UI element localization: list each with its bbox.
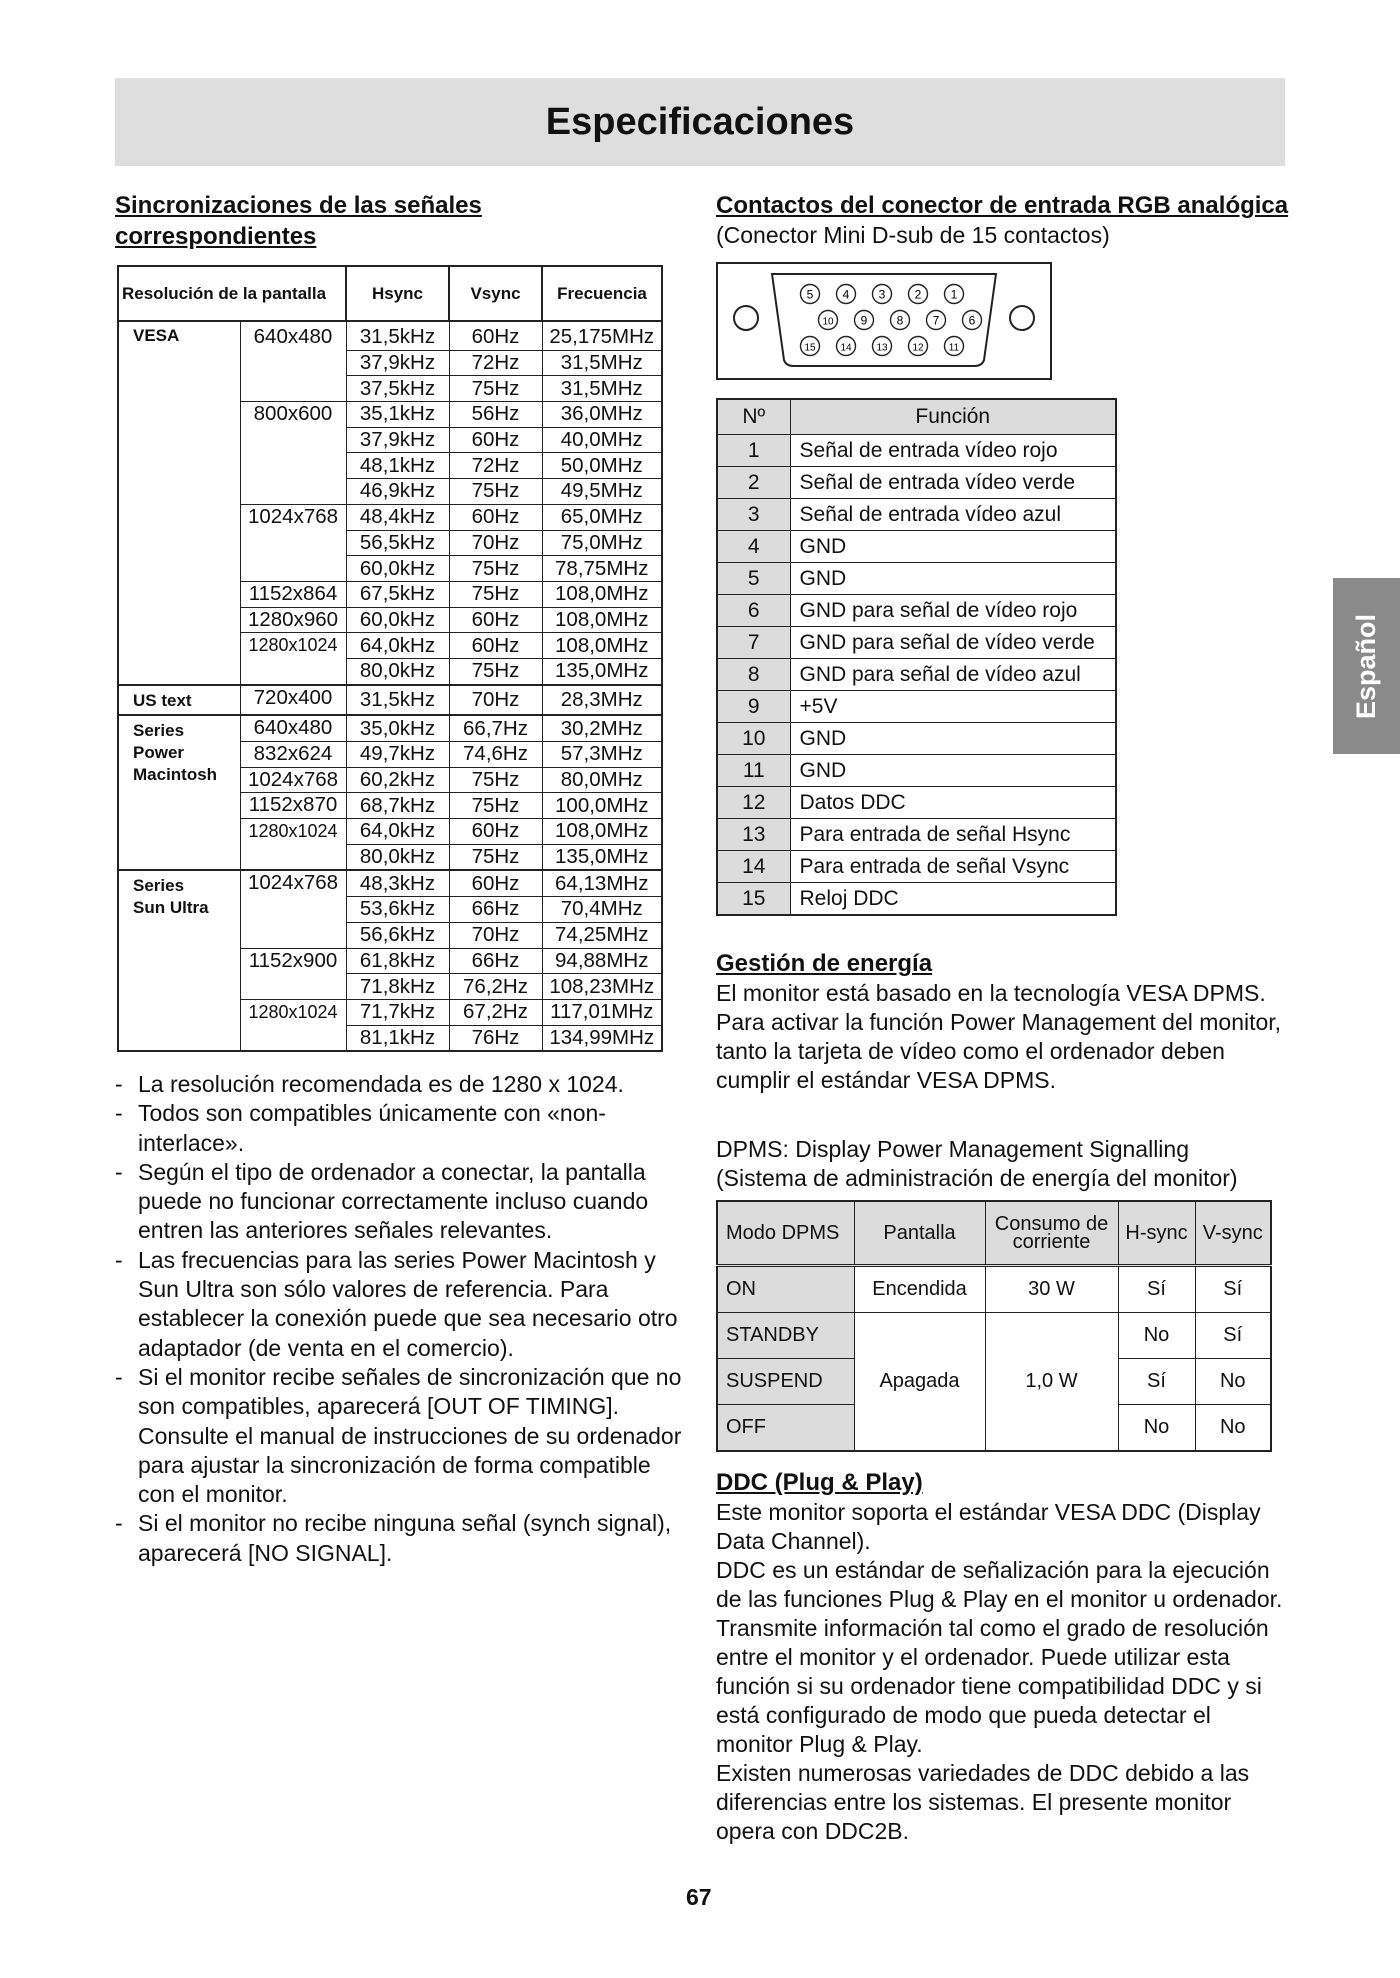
- pin-label: 1: [950, 287, 958, 302]
- resolution-cell: 1152x870: [240, 793, 346, 819]
- pin-function-cell: GND: [790, 531, 1116, 563]
- dpms-hsync-cell: No: [1118, 1313, 1195, 1359]
- hsync-cell: 31,5kHz: [346, 321, 449, 350]
- group-label-line: Sun Ultra: [133, 898, 209, 918]
- energy-heading: Gestión de energía: [716, 950, 933, 977]
- hsync-cell: 71,8kHz: [346, 974, 449, 1000]
- hsync-cell: 56,6kHz: [346, 922, 449, 948]
- group-label: [118, 685, 240, 716]
- frequency-cell: 108,0MHz: [542, 607, 662, 633]
- dpms-row-on: [717, 1266, 1271, 1313]
- mounting-hole-right: [1010, 306, 1034, 330]
- dpms-mode-cell: OFF: [717, 1405, 854, 1452]
- energy-paragraph: El monitor está basado en la tecnología VESA DPMS. Para activar la función Power Management del monitor, tanto la tarjeta de vídeo como el ordenador deben cumplir el estándar VESA DPMS.: [716, 980, 1282, 1093]
- hsync-cell: 80,0kHz: [346, 658, 449, 684]
- signals-table-body: [118, 321, 662, 1051]
- pin-number-cell: 10: [717, 723, 790, 755]
- timing-row: [118, 685, 662, 716]
- hsync-cell: 48,1kHz: [346, 453, 449, 479]
- note-item: - Si el monitor no recibe ninguna señal (synch signal), aparecerá [NO SIGNAL].: [115, 1509, 685, 1568]
- dpms-vsync-cell: No: [1195, 1359, 1271, 1405]
- note-item: - Las frecuencias para las series Power Macintosh y Sun Ultra son sólo valores de referencia. Para establecer la conexión puede que sea necesario otro adaptador (de venta en el comercio).: [115, 1246, 685, 1363]
- frequency-cell: 36,0MHz: [542, 402, 662, 428]
- pin-number-cell: 3: [717, 499, 790, 531]
- vsync-cell: 72Hz: [449, 350, 542, 376]
- pin-function-cell: GND: [790, 723, 1116, 755]
- hsync-cell: 37,5kHz: [346, 376, 449, 402]
- pin-row: [717, 723, 1116, 755]
- pin-function-cell: GND para señal de vídeo verde: [790, 627, 1116, 659]
- pin-function-cell: GND: [790, 563, 1116, 595]
- hsync-cell: 31,5kHz: [346, 685, 449, 716]
- frequency-cell: 28,3MHz: [542, 685, 662, 716]
- vsync-cell: 70Hz: [449, 530, 542, 556]
- language-tab-label: Español: [1351, 613, 1381, 719]
- frequency-cell: 50,0MHz: [542, 453, 662, 479]
- pin-number-cell: 15: [717, 883, 790, 916]
- dpms-col-mode: Modo DPMS: [717, 1201, 854, 1266]
- mounting-hole-left: [734, 306, 758, 330]
- hsync-cell: 80,0kHz: [346, 844, 449, 870]
- hsync-cell: 46,9kHz: [346, 479, 449, 505]
- pin-label: 4: [842, 287, 850, 302]
- vsync-cell: 76Hz: [449, 1025, 542, 1051]
- resolution-cell: 640x480: [240, 715, 346, 741]
- vsync-cell: 60Hz: [449, 870, 542, 896]
- frequency-cell: 108,0MHz: [542, 819, 662, 845]
- pin-label: 11: [948, 342, 960, 354]
- pin-row: [717, 467, 1116, 499]
- frequency-cell: 100,0MHz: [542, 793, 662, 819]
- group-label-line: VESA: [133, 326, 180, 345]
- hsync-cell: 56,5kHz: [346, 530, 449, 556]
- pin-number-cell: 14: [717, 851, 790, 883]
- pin-label: 9: [860, 313, 868, 328]
- pin-number-cell: 4: [717, 531, 790, 563]
- pin-row: [717, 627, 1116, 659]
- frequency-cell: 40,0MHz: [542, 427, 662, 453]
- pin-function-cell: GND para señal de vídeo azul: [790, 659, 1116, 691]
- vsync-cell: 75Hz: [449, 793, 542, 819]
- pin-label: 2: [914, 287, 922, 302]
- dpms-hsync-cell: Sí: [1118, 1359, 1195, 1405]
- dpms-col-consumption-line2: corriente: [1012, 1231, 1091, 1253]
- hsync-cell: 60,0kHz: [346, 556, 449, 582]
- dpms-mode-cell: STANDBY: [717, 1313, 854, 1359]
- vsync-cell: 60Hz: [449, 607, 542, 633]
- vsync-cell: 75Hz: [449, 376, 542, 402]
- resolution-cell: 1024x768: [240, 504, 346, 581]
- hsync-cell: 35,0kHz: [346, 715, 449, 741]
- pin-function-cell: Para entrada de señal Vsync: [790, 851, 1116, 883]
- group-label-line: Series: [133, 721, 185, 741]
- frequency-cell: 75,0MHz: [542, 530, 662, 556]
- pin-label: 10: [822, 316, 834, 328]
- vsync-cell: 67,2Hz: [449, 999, 542, 1025]
- dpms-col-vsync: V-sync: [1195, 1201, 1271, 1266]
- frequency-cell: 108,0MHz: [542, 633, 662, 659]
- vsync-cell: 75Hz: [449, 556, 542, 582]
- pin-row: [717, 595, 1116, 627]
- resolution-cell: 1024x768: [240, 767, 346, 793]
- pin-row: [717, 787, 1116, 819]
- hsync-cell: 49,7kHz: [346, 742, 449, 768]
- pin-function-cell: Reloj DDC: [790, 883, 1116, 916]
- note-item: - La resolución recomendada es de 1280 x 1024.: [115, 1070, 685, 1099]
- hsync-cell: 53,6kHz: [346, 897, 449, 923]
- pin-label: 7: [932, 313, 940, 328]
- group-label: [118, 321, 240, 685]
- pin-number-cell: 13: [717, 819, 790, 851]
- frequency-cell: 65,0MHz: [542, 504, 662, 530]
- ddc-paragraph: Este monitor soporta el estándar VESA DDC (Display Data Channel). DDC es un estándar de señalización para la ejecución de las funciones Plug & Play en el monitor u ordenador. Transmite información tal como el grado de resolución entre el monitor y el ordenador. Puede utilizar esta función si su ordenador tiene compatibilidad DDC y si está configurado de modo que pueda detectar el monitor Plug & Play. Existen numerosas variedades de DDC debido a las diferencias entre los sistemas. El presente monitor opera con DDC2B.: [716, 1499, 1283, 1844]
- pin-function-cell: GND: [790, 755, 1116, 787]
- frequency-cell: 25,175MHz: [542, 321, 662, 350]
- hsync-cell: 48,3kHz: [346, 870, 449, 896]
- pin-row: [717, 691, 1116, 723]
- resolution-cell: 720x400: [240, 685, 346, 716]
- pin-row: [717, 851, 1116, 883]
- dpms-col-consumption: [985, 1201, 1118, 1266]
- vsync-cell: 70Hz: [449, 685, 542, 716]
- timing-row: [118, 321, 662, 350]
- pin-row: [717, 531, 1116, 563]
- hsync-cell: 64,0kHz: [346, 633, 449, 659]
- vsync-cell: 66Hz: [449, 948, 542, 974]
- hsync-cell: 60,0kHz: [346, 607, 449, 633]
- pin-row: [717, 659, 1116, 691]
- frequency-cell: 31,5MHz: [542, 376, 662, 402]
- ddc-heading: DDC (Plug & Play): [716, 1469, 923, 1496]
- dpms-vsync-cell: Sí: [1195, 1313, 1271, 1359]
- vsync-cell: 60Hz: [449, 321, 542, 350]
- frequency-cell: 135,0MHz: [542, 844, 662, 870]
- note-item: - Según el tipo de ordenador a conectar, la pantalla puede no funcionar correctamente incluso cuando entren las anteriores señales relevantes.: [115, 1158, 685, 1246]
- pin-label: 14: [840, 342, 852, 354]
- dpms-definition: [716, 1135, 1296, 1193]
- resolution-cell: 1280x1024: [240, 819, 346, 871]
- resolution-cell: 640x480: [240, 321, 346, 402]
- hsync-cell: 37,9kHz: [346, 427, 449, 453]
- dpms-definition-line2: (Sistema de administración de energía del monitor): [716, 1165, 1238, 1191]
- dpms-power-cell: 30 W: [985, 1266, 1118, 1313]
- col-header-hsync: Hsync: [346, 266, 449, 321]
- frequency-cell: 117,01MHz: [542, 999, 662, 1025]
- vsync-cell: 76,2Hz: [449, 974, 542, 1000]
- pin-row: [717, 883, 1116, 916]
- frequency-cell: 30,2MHz: [542, 715, 662, 741]
- resolution-cell: 1024x768: [240, 870, 346, 948]
- dpms-mode-cell: ON: [717, 1266, 854, 1313]
- frequency-cell: 134,99MHz: [542, 1025, 662, 1051]
- pin-number-cell: 6: [717, 595, 790, 627]
- frequency-cell: 64,13MHz: [542, 870, 662, 896]
- dpms-vsync-cell: Sí: [1195, 1266, 1271, 1313]
- signals-heading-line2: correspondientes: [115, 223, 317, 250]
- pin-number-cell: 11: [717, 755, 790, 787]
- hsync-cell: 61,8kHz: [346, 948, 449, 974]
- language-tab: [1333, 578, 1400, 754]
- pin-row: [717, 755, 1116, 787]
- pin-label: 15: [804, 342, 816, 354]
- dpms-mode-cell: SUSPEND: [717, 1359, 854, 1405]
- pin-function-cell: GND para señal de vídeo rojo: [790, 595, 1116, 627]
- timing-row: [118, 870, 662, 896]
- dpms-row-standby: [717, 1313, 1271, 1359]
- vsync-cell: 75Hz: [449, 479, 542, 505]
- pin-number-cell: 2: [717, 467, 790, 499]
- hsync-cell: 81,1kHz: [346, 1025, 449, 1051]
- resolution-cell: 1280x960: [240, 607, 346, 633]
- pin-label: 6: [968, 313, 976, 328]
- frequency-cell: 70,4MHz: [542, 897, 662, 923]
- pin-label: 3: [878, 287, 886, 302]
- resolution-cell: 1152x900: [240, 948, 346, 999]
- dsub-connector-diagram: [716, 262, 1052, 380]
- pin-number-cell: 8: [717, 659, 790, 691]
- pin-function-cell: Señal de entrada vídeo rojo: [790, 435, 1116, 467]
- vsync-cell: 75Hz: [449, 767, 542, 793]
- resolution-cell: 1280x1024: [240, 633, 346, 685]
- col-header-frequency: Frecuencia: [542, 266, 662, 321]
- resolution-cell: 1152x864: [240, 581, 346, 607]
- resolution-cell: 1280x1024: [240, 999, 346, 1051]
- frequency-cell: 78,75MHz: [542, 556, 662, 582]
- timing-row: [118, 715, 662, 741]
- hsync-cell: 48,4kHz: [346, 504, 449, 530]
- vsync-cell: 75Hz: [449, 844, 542, 870]
- note-item: - Si el monitor recibe señales de sincronización que no son compatibles, aparecerá [OUT OF TIMING]. Consulte el manual de instrucciones de su ordenador para ajustar la sincronización de forma compatible con el monitor.: [115, 1363, 685, 1509]
- pin-number-cell: 1: [717, 435, 790, 467]
- frequency-cell: 94,88MHz: [542, 948, 662, 974]
- connector-subheading: (Conector Mini D-sub de 15 contactos): [716, 222, 1110, 248]
- pin-row: [717, 499, 1116, 531]
- vsync-cell: 75Hz: [449, 581, 542, 607]
- pin-function-cell: +5V: [790, 691, 1116, 723]
- hsync-cell: 64,0kHz: [346, 819, 449, 845]
- dpms-screen-cell: Encendida: [854, 1266, 985, 1313]
- dpms-vsync-cell: No: [1195, 1405, 1271, 1452]
- frequency-cell: 74,25MHz: [542, 922, 662, 948]
- hsync-cell: 67,5kHz: [346, 581, 449, 607]
- frequency-cell: 80,0MHz: [542, 767, 662, 793]
- hsync-cell: 60,2kHz: [346, 767, 449, 793]
- pin-number-cell: 7: [717, 627, 790, 659]
- frequency-cell: 31,5MHz: [542, 350, 662, 376]
- vsync-cell: 60Hz: [449, 504, 542, 530]
- hsync-cell: 71,7kHz: [346, 999, 449, 1025]
- hsync-cell: 37,9kHz: [346, 350, 449, 376]
- frequency-cell: 49,5MHz: [542, 479, 662, 505]
- vsync-cell: 75Hz: [449, 658, 542, 684]
- dpms-hsync-cell: No: [1118, 1405, 1195, 1452]
- dpms-screen-cell: Apagada: [854, 1313, 985, 1452]
- signals-heading-line1: Sincronizaciones de las señales: [115, 192, 482, 219]
- dpms-definition-line1: DPMS: Display Power Management Signalling: [716, 1136, 1189, 1162]
- pin-row: [717, 819, 1116, 851]
- page-title: Especificaciones: [545, 100, 855, 143]
- frequency-cell: 108,23MHz: [542, 974, 662, 1000]
- pin-col-number: Nº: [717, 399, 790, 435]
- pin-number-cell: 12: [717, 787, 790, 819]
- group-label-line: Series: [133, 876, 185, 896]
- group-label-line: Macintosh: [133, 765, 218, 785]
- dpms-col-hsync: H-sync: [1118, 1201, 1195, 1266]
- pin-function-cell: Señal de entrada vídeo azul: [790, 499, 1116, 531]
- frequency-cell: 57,3MHz: [542, 742, 662, 768]
- title-bar: [115, 78, 1285, 166]
- pin-function-cell: Señal de entrada vídeo verde: [790, 467, 1116, 499]
- vsync-cell: 56Hz: [449, 402, 542, 428]
- frequency-cell: 108,0MHz: [542, 581, 662, 607]
- signals-table: [117, 265, 663, 1052]
- pin-label: 12: [912, 342, 924, 354]
- dpms-power-cell: 1,0 W: [985, 1313, 1118, 1452]
- pin-label: 8: [896, 313, 904, 328]
- dpms-table: [716, 1200, 1272, 1452]
- connector-heading: Contactos del conector de entrada RGB analógica: [716, 192, 1289, 219]
- vsync-cell: 60Hz: [449, 633, 542, 659]
- group-label: [118, 870, 240, 1051]
- frequency-cell: 135,0MHz: [542, 658, 662, 684]
- note-item: - Todos son compatibles únicamente con «non-interlace».: [115, 1099, 685, 1158]
- pin-number-cell: 9: [717, 691, 790, 723]
- group-label-line: US text: [133, 690, 192, 710]
- vsync-cell: 72Hz: [449, 453, 542, 479]
- pin-function-cell: Datos DDC: [790, 787, 1116, 819]
- col-header-vsync: Vsync: [449, 266, 542, 321]
- pin-number-cell: 5: [717, 563, 790, 595]
- notes-list: [115, 1070, 685, 1568]
- group-label-line: Power: [133, 743, 185, 763]
- pin-label: 5: [806, 287, 814, 302]
- vsync-cell: 66,7Hz: [449, 715, 542, 741]
- pin-col-function: Función: [790, 399, 1116, 435]
- col-header-resolution: Resolución de la pantalla: [118, 266, 346, 321]
- page-number: 67: [686, 1884, 712, 1910]
- dpms-hsync-cell: Sí: [1118, 1266, 1195, 1313]
- dpms-col-consumption-line1: Consumo de: [994, 1213, 1109, 1235]
- pin-row: [717, 435, 1116, 467]
- pin-function-cell: Para entrada de señal Hsync: [790, 819, 1116, 851]
- group-label: [118, 715, 240, 870]
- vsync-cell: 74,6Hz: [449, 742, 542, 768]
- hsync-cell: 35,1kHz: [346, 402, 449, 428]
- vsync-cell: 60Hz: [449, 819, 542, 845]
- pin-label: 13: [876, 342, 888, 354]
- pin-table: [716, 398, 1117, 916]
- vsync-cell: 70Hz: [449, 922, 542, 948]
- signals-heading: [115, 190, 482, 252]
- vsync-cell: 60Hz: [449, 427, 542, 453]
- pin-table-body: [717, 435, 1116, 916]
- hsync-cell: 68,7kHz: [346, 793, 449, 819]
- pin-row: [717, 563, 1116, 595]
- resolution-cell: 800x600: [240, 402, 346, 505]
- vsync-cell: 66Hz: [449, 897, 542, 923]
- resolution-cell: 832x624: [240, 742, 346, 768]
- dpms-col-screen: Pantalla: [854, 1201, 985, 1266]
